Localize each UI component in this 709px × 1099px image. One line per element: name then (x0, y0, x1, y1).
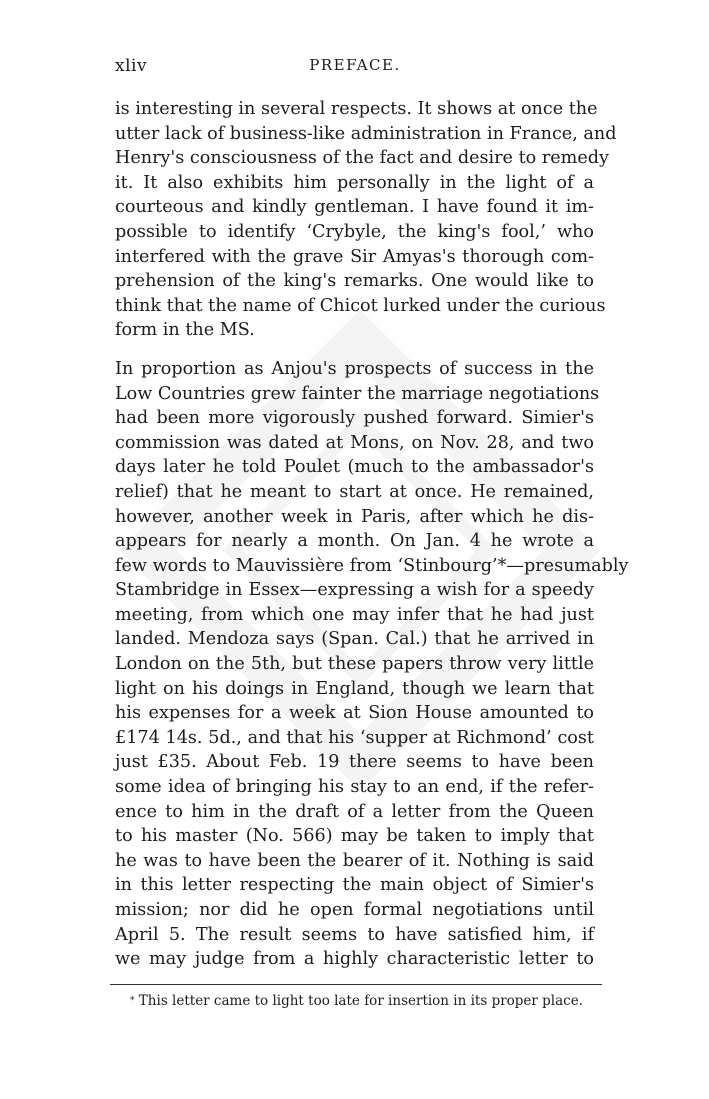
text-line: April 5. The result seems to have satisfied him, if (115, 924, 594, 945)
text-line: mission; nor did he open formal negotiations until (115, 900, 594, 920)
text-line: his expenses for a week at Sion House amounted to (115, 703, 594, 724)
text-line: just £35. About Feb. 19 there seems to have been (115, 752, 594, 773)
text-line: form in the MS. (115, 320, 255, 341)
text-line: Stambridge in Essex—expressing a wish for a speedy (115, 580, 594, 601)
text-line: Low Countries grew fainter the marriage negotiations (115, 383, 600, 404)
footnote (130, 992, 600, 1010)
text-line: appears for nearly a month. On Jan. 4 he wrote a (115, 531, 594, 552)
text-line: interfered with the grave Sir Amyas's thorough com- (115, 246, 594, 267)
text-line: Henry's consciousness of the fact and desire to remedy (115, 148, 609, 169)
text-line: ence to him in the draft of a letter from the Queen (115, 801, 594, 822)
text-line: possible to identify ‘Crybyle, the king's fool,’ who (115, 221, 594, 242)
text-line: prehension of the king's remarks. One would like to (115, 271, 594, 292)
text-line: is interesting in several respects. It shows at once the (115, 99, 598, 119)
footnote-divider (110, 984, 602, 985)
text-line: In proportion as Anjou's prospects of success in the (115, 358, 594, 379)
footnote-marker: * (130, 996, 135, 1006)
page-header (115, 56, 595, 80)
text-line: £174 14s. 5d., and that his ‘supper at Richmond’ cost (115, 727, 594, 748)
text-line: he was to have been the bearer of it. Nothing is said (115, 850, 594, 871)
text-line: we may judge from a highly characteristic letter to (115, 949, 594, 970)
footnote-text: This letter came to light too late for insertion in its proper place. (138, 993, 584, 1009)
text-line: it. It also exhibits him personally in the light of a (115, 172, 594, 193)
text-line: think that the name of Chicot lurked under the curious (115, 295, 606, 316)
page-number: xliv (115, 56, 148, 76)
running-head: PREFACE. (309, 56, 401, 74)
text-line: had been more vigorously pushed forward. Simier's (115, 408, 594, 429)
text-line: London on the 5th, but these papers throw very little (115, 654, 594, 675)
text-line: light on his doings in England, though we learn that (115, 678, 594, 699)
text-line: utter lack of business-like administration in France, and (115, 123, 617, 144)
text-line: in this letter respecting the main object of Simier's (115, 875, 594, 896)
body-text (115, 97, 629, 972)
text-line: days later he told Poulet (much to the ambassador's (115, 457, 594, 478)
text-line: courteous and kindly gentleman. I have found it im- (115, 197, 594, 218)
text-line: meeting, from which one may infer that he had just (115, 604, 594, 625)
paragraph-1 (115, 97, 617, 343)
paragraph-2 (115, 357, 629, 972)
text-line: however, another week in Paris, after which he dis- (115, 506, 594, 527)
text-line: relief) that he meant to start at once. He remained, (115, 481, 594, 502)
text-line: to his master (No. 566) may be taken to imply that (115, 826, 594, 847)
text-line: commission was dated at Mons, on Nov. 28, and two (115, 432, 594, 453)
text-line: landed. Mendoza says (Span. Cal.) that he arrived in (115, 629, 594, 650)
text-line: some idea of bringing his stay to an end, if the refer- (115, 777, 594, 798)
text-line: few words to Mauvissière from ‘Stinbourg’*—presumably (115, 555, 629, 576)
